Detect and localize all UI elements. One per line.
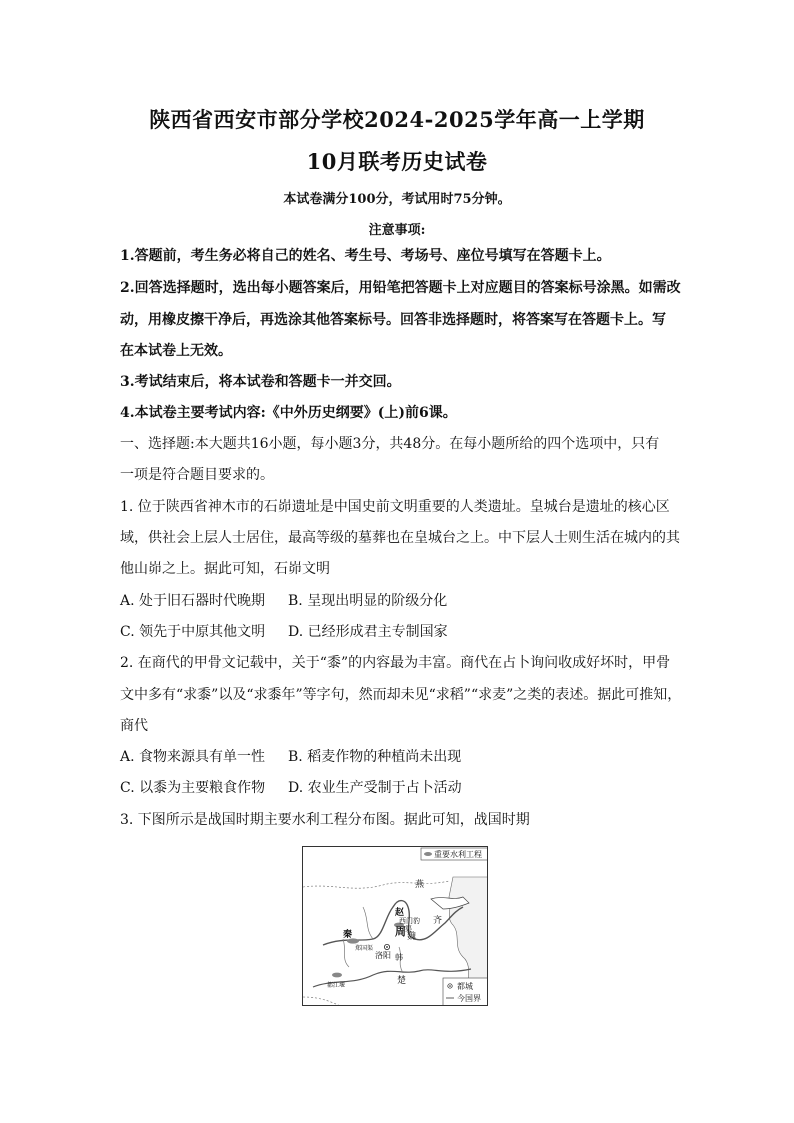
place-zhou: 周 (395, 925, 406, 938)
q2-option-c[interactable]: C. 以黍为主要粮食作物 (120, 780, 266, 796)
section-intro-2: 一项是符合题目要求的。 (120, 467, 274, 483)
place-yan: 燕 (415, 880, 425, 890)
notice-3: 3.考试结束后，将本试卷和答题卡一并交回。 (120, 374, 401, 390)
place-zhengguo: 郑国渠 (355, 945, 374, 952)
q3-stem-1: 3. 下图所示是战国时期主要水利工程分布图。据此可知，战国时期 (120, 812, 530, 828)
place-luoyang: 洛阳 (375, 951, 391, 960)
warring-states-water-map (302, 846, 488, 1006)
q1-options-ab (120, 591, 680, 611)
q1-stem-1: 1. 位于陕西省神木市的石峁遗址是中国史前文明重要的人类遗址。皇城台是遗址的核心区 (120, 499, 670, 515)
exam-title-line1: 陕西省西安市部分学校2024-2025学年高一上学期 (149, 107, 645, 132)
q2-option-a[interactable]: A. 食物来源具有单一性 (120, 749, 266, 765)
legend-irrigation-label: 重要水利工程 (434, 850, 482, 859)
q1-options-cd (120, 622, 680, 642)
exam-info: 本试卷满分100分，考试用时75分钟。 (283, 192, 511, 207)
place-ximen: 西门豹 (399, 917, 420, 925)
legend-border-label: 今国界 (457, 994, 481, 1003)
q1-option-a[interactable]: A. 处于旧石器时代晚期 (120, 593, 266, 609)
exam-title-line2: 10月联考历史试卷 (306, 149, 488, 174)
q2-stem-3: 商代 (120, 718, 148, 734)
place-han: 韩 (395, 953, 403, 962)
notice-1: 1.答题前，考生务必将自己的姓名、考生号、考场号、座位号填写在答题卡上。 (120, 248, 611, 264)
q2-stem-2: 文中多有“求黍”以及“求黍年”等字句，然而却未见“求稻”“求麦”之类的表述。据此可推知， (120, 687, 682, 703)
notice-2: 2.回答选择题时，选出每小题答案后，用铅笔把答题卡上对应题目的答案标号涂黑。如需改 (120, 280, 681, 296)
notice-2-cont: 动，用橡皮擦干净后，再选涂其他答案标号。回答非选择题时，将答案写在答题卡上。写 (120, 312, 666, 328)
q1-option-d[interactable]: D. 已经形成君主专制国家 (288, 624, 448, 640)
q2-option-d[interactable]: D. 农业生产受制于占卜活动 (288, 780, 462, 796)
place-qin: 秦 (343, 930, 353, 940)
notice-heading: 注意事项: (368, 223, 426, 238)
notice-4: 4.本试卷主要考试内容:《中外历史纲要》(上)前6课。 (120, 405, 457, 421)
q1-stem-2: 域，供社会上层人士居住，最高等级的墓葬也在皇城台之上。中下层人士则生活在城内的其 (120, 530, 680, 546)
place-dujiangyan: 都江堰 (327, 982, 346, 989)
q2-options-ab (120, 747, 680, 767)
q1-option-b[interactable]: B. 呈现出明显的阶级分化 (288, 593, 448, 609)
place-zhao: 赵 (395, 908, 405, 918)
place-qi: 齐 (433, 916, 443, 926)
place-chu: 楚 (397, 976, 407, 986)
q1-stem-3: 他山峁之上。据此可知，石峁文明 (120, 561, 330, 577)
legend-capital-label: 都城 (457, 982, 473, 991)
q2-option-b[interactable]: B. 稻麦作物的种植尚未出现 (288, 749, 462, 765)
q1-option-c[interactable]: C. 领先于中原其他文明 (120, 624, 266, 640)
q2-options-cd (120, 778, 680, 798)
q2-stem-1: 2. 在商代的甲骨文记载中，关于“黍”的内容最为丰富。商代在占卜询问收成好坏时，甲骨 (120, 655, 671, 671)
notice-2-cont2: 在本试卷上无效。 (120, 343, 232, 359)
section-intro-1: 一、选择题:本大题共16小题，每小题3分，共48分。在每小题所给的四个选项中，只有 (120, 436, 660, 452)
place-wei: 魏 (407, 932, 417, 942)
place-ximen-qu: 渠 (405, 925, 412, 933)
